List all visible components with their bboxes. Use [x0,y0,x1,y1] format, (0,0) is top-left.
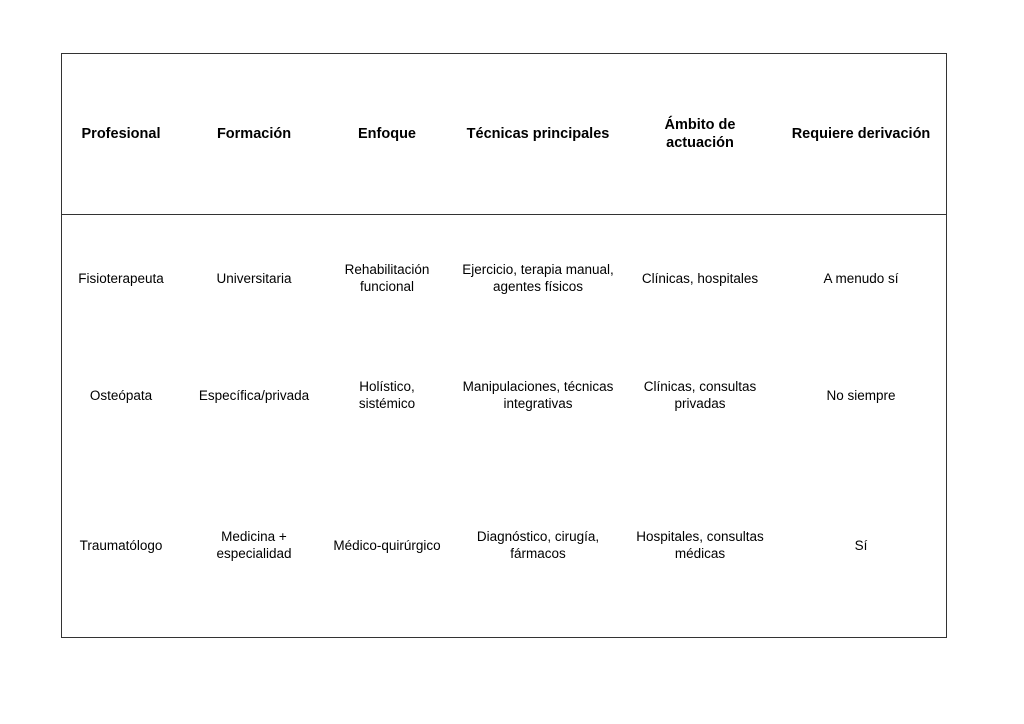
header-divider [62,214,946,215]
table-cell: Clínicas, hospitales [641,270,759,286]
table-cell: Clínicas, consultas privadas [643,379,757,411]
table-cell: Manipulaciones, técnicas integrativas [462,379,614,411]
header-cell: Técnicas principales [466,126,610,142]
table-cell: Rehabilitación funcional [344,262,430,294]
header-cell: Formación [216,126,292,142]
table-cell: Holístico, sistémico [358,379,416,411]
table-cell: No siempre [826,387,896,403]
table-cell: Diagnóstico, cirugía, fármacos [476,529,600,561]
header-cell: Profesional [81,126,161,142]
header-cell: Enfoque [358,126,416,142]
table-cell: Medicina + especialidad [216,529,292,561]
table-cell: Sí [854,537,868,553]
table-cell: Hospitales, consultas médicas [636,529,764,561]
comparison-table [61,53,947,638]
table-cell: Médico-quirúrgico [333,537,441,553]
table-cell: Fisioterapeuta [78,270,164,286]
header-cell: Requiere derivación [791,126,931,142]
table-cell: Ejercicio, terapia manual, agentes físicos [462,262,614,294]
table-cell: Osteópata [89,387,153,403]
table-cell: Universitaria [216,270,292,286]
table-cell: Específica/privada [198,387,310,403]
table-cell: A menudo sí [823,270,899,286]
header-cell: Ámbito de actuación [664,117,736,151]
table-cell: Traumatólogo [79,537,163,553]
